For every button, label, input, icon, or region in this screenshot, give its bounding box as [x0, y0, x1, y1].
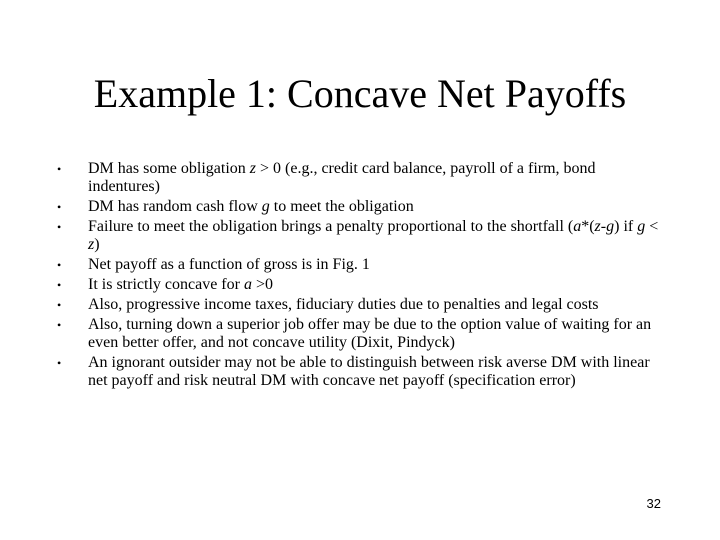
bullet-text: Also, turning down a superior job offer may be due to the option value of waiting for an even better offer, and not concave utility (Dixit, Pindyck)	[88, 316, 652, 351]
slide-title: Example 1: Concave Net Payoffs	[93, 71, 627, 116]
bullet-item	[57, 276, 667, 294]
bullet-text: Net payoff as a function of gross is in Fig. 1	[88, 256, 370, 273]
page-number: 32	[646, 496, 661, 511]
bullet-dot-icon: •	[57, 298, 62, 312]
bullet-text: Also, progressive income taxes, fiduciary duties due to penalties and legal costs	[88, 296, 599, 313]
bullet-text: Failure to meet the obligation brings a penalty proportional to the shortfall (a*(z-g) if g < z)	[88, 218, 659, 253]
bullet-dot-icon: •	[57, 200, 62, 214]
bullet-text: An ignorant outsider may not be able to distinguish between risk averse DM with linear net payoff and risk neutral DM with concave net payoff (specification error)	[88, 354, 650, 389]
bullet-dot-icon: •	[57, 356, 62, 370]
bullet-item	[57, 256, 667, 274]
bullet-item	[57, 296, 667, 314]
bullet-dot-icon: •	[57, 318, 62, 332]
bullet-item	[57, 198, 667, 216]
bullet-text: DM has random cash flow g to meet the obligation	[88, 198, 414, 215]
bullet-item	[57, 316, 667, 352]
bullet-item	[57, 354, 667, 390]
bullet-text: DM has some obligation z > 0 (e.g., credit card balance, payroll of a firm, bond indentures)	[88, 160, 596, 195]
bullet-dot-icon: •	[57, 220, 62, 234]
bullet-item	[57, 160, 667, 196]
bullet-dot-icon: •	[57, 162, 62, 176]
bullet-item	[57, 218, 667, 254]
bullet-list	[57, 160, 667, 392]
bullet-text: It is strictly concave for a >0	[88, 276, 273, 293]
bullet-dot-icon: •	[57, 278, 62, 292]
bullet-dot-icon: •	[57, 258, 62, 272]
